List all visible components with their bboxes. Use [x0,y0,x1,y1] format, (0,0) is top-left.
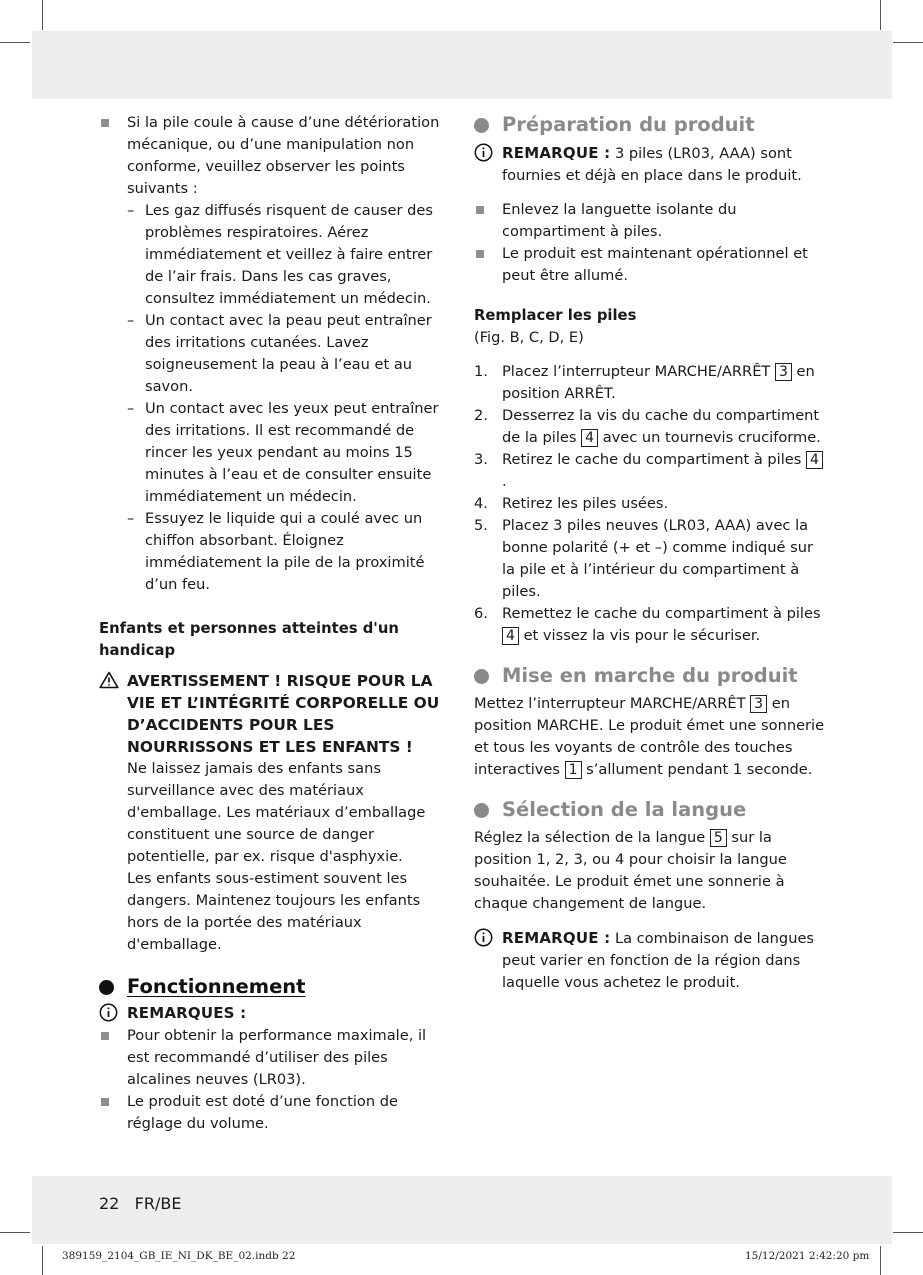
crop-mark [0,42,30,43]
section-title-text: Sélection de la langue [502,798,747,821]
bullet-text: Enlevez la languette isolante du compartiment à piles. [502,201,737,240]
paragraph-text: Mettez l’interrupteur MARCHE/ARRÊT [474,695,746,712]
step-text: avec un tournevis cruciforme. [602,429,821,446]
section-dot-icon [99,980,114,995]
list-item [99,1025,451,1091]
step-text: . [502,473,507,490]
file-slug: 389159_2104_GB_IE_NI_DK_BE_02.indb 22 [62,1250,296,1262]
step-text: Placez 3 piles neuves (LR03, AAA) avec la bonne polarité (+ et –) comme indiqué sur la pile et à l’intérieur du compartiment à piles. [502,517,814,600]
section-title-mise-en-marche [474,663,826,689]
list-item [99,1091,451,1135]
step-number: 4. [474,495,488,512]
right-column [474,112,826,994]
replace-fig-ref: (Fig. B, C, D, E) [474,329,584,346]
step-number: 6. [474,605,488,622]
sub-item-text: Essuyez le liquide qui a coulé avec un chiffon absorbant. Éloignez immédiatement la pile de la proximité d’un feu. [145,510,425,593]
note-block [474,927,826,994]
print-timestamp: 15/12/2021 2:42:20 pm [745,1250,870,1262]
crop-mark [0,1232,30,1233]
crop-mark [893,1232,923,1233]
step-item [474,405,826,449]
step-number: 1. [474,363,488,380]
crop-mark [880,0,881,30]
list-item [127,508,451,596]
replace-heading: Remplacer les piles [474,307,637,324]
dash-marker: – [127,202,135,219]
section-title-langue [474,797,826,823]
section-dot-icon [474,803,489,818]
warning-text: Ne laissez jamais des enfants sans surveillance avec des matériaux d'emballage. Les matériaux d’emballage constituent une source de danger potentielle, par ex. risque d'asphyxie. [127,760,426,865]
section-title-preparation [474,112,826,138]
section-title-text: Mise en marche du produit [502,664,798,687]
list-item [99,112,451,200]
warning-triangle-icon [99,671,119,696]
dash-marker: – [127,400,135,417]
part-ref-box: 3 [750,695,767,713]
bullet-square-icon [476,206,484,214]
step-text: et vissez la vis pour le sécuriser. [523,627,761,644]
warning-block [99,670,451,956]
langue-paragraph [474,827,826,915]
step-text: Desserrez la vis du cache du compartiment de la piles [502,407,820,446]
info-circle-icon [474,928,493,954]
paragraph-text: Réglez la sélection de la langue [474,829,706,846]
sub-item-text: Les gaz diffusés risquent de causer des problèmes respiratoires. Aérez immédiatement et veillez à faire entrer de l’air frais. Dans les cas graves, consultez immédiatement un médecin. [145,202,433,307]
note-block [474,142,826,187]
bullet-square-icon [476,250,484,258]
step-item [474,603,826,647]
step-text: en position ARRÊT. [502,363,815,402]
section-title-text: Préparation du produit [502,113,755,136]
list-item [127,310,451,398]
paragraph-text: en position MARCHE. Le produit émet une sonnerie et tous les voyants de contrôle des touches interactives [474,695,825,778]
crop-mark [893,42,923,43]
step-item [474,493,826,515]
sub-item-text: Un contact avec la peau peut entraîner des irritations cutanées. Lavez soigneusement la peau à l’eau et au savon. [145,312,432,395]
note-text: La combinaison de langues peut varier en fonction de la région dans laquelle vous achetez le produit. [502,930,815,991]
step-item [474,361,826,405]
crop-mark [42,0,43,30]
step-number: 3. [474,451,488,468]
part-ref-box: 4 [806,451,823,469]
part-ref-box: 5 [710,829,727,847]
bullet-text: Pour obtenir la performance maximale, il est recommandé d’utiliser des piles alcalines neuves (LR03). [127,1027,427,1088]
note-label: REMARQUES : [127,1004,247,1022]
remarques-note [99,1002,451,1025]
part-ref-box: 1 [565,761,582,779]
bullet-text: Le produit est maintenant opérationnel et peut être allumé. [502,245,808,284]
step-item [474,449,826,493]
part-ref-box: 3 [775,363,792,381]
note-text: 3 piles (LR03, AAA) sont fournies et déjà en place dans le produit. [502,145,802,184]
bullet-square-icon [101,1098,109,1106]
language-code: FR/BE [134,1194,182,1213]
bullet-text: Le produit est doté d’une fonction de réglage du volume. [127,1093,398,1132]
bullet-text: Si la pile coule à cause d’une détérioration mécanique, ou d’une manipulation non conforme, veuillez observer les points suivants : [127,114,440,197]
page-footer [99,1194,181,1213]
step-item [474,515,826,603]
section-title-text: Fonctionnement [127,975,306,998]
step-text: Placez l’interrupteur MARCHE/ARRÊT [502,363,771,380]
warning-title: AVERTISSEMENT ! RISQUE POUR LA VIE ET L’INTÉGRITÉ CORPORELLE OU D’ACCIDENTS POUR LES NOURRISSONS ET LES ENFANTS ! [127,672,440,756]
left-column [99,112,451,1135]
bullet-square-icon [101,1032,109,1040]
steps-list [474,361,826,647]
step-text: Retirez le cache du compartiment à piles [502,451,802,468]
note-label: REMARQUE : [502,144,611,162]
crop-mark [880,1246,881,1275]
sub-list [127,200,451,596]
list-item [474,199,826,243]
list-item [127,200,451,310]
section-dot-icon [474,669,489,684]
crop-mark [42,1246,43,1275]
mise-paragraph [474,693,826,781]
section-title-fonctionnement [99,974,451,1000]
page-number: 22 [99,1194,120,1213]
paragraph-text: sur la position 1, 2, 3, ou 4 pour choisir la langue souhaitée. Le produit émet une sonnerie à chaque changement de langue. [474,829,787,912]
dash-marker: – [127,312,135,329]
step-number: 2. [474,407,488,424]
step-text: Remettez le cache du compartiment à piles [502,605,821,622]
list-item [474,243,826,287]
dash-marker: – [127,510,135,527]
step-number: 5. [474,517,488,534]
warning-text: Les enfants sous-estiment souvent les dangers. Maintenez toujours les enfants hors de la portée des matériaux d'emballage. [127,870,421,953]
section-dot-icon [474,118,489,133]
sub-item-text: Un contact avec les yeux peut entraîner des irritations. Il est recommandé de rincer les yeux pendant au moins 15 minutes à l’eau et de consulter ensuite immédiatement un médecin. [145,400,439,505]
children-heading: Enfants et personnes atteintes d'un handicap [99,620,399,659]
bullet-square-icon [101,119,109,127]
info-circle-icon [474,143,493,169]
step-text: Retirez les piles usées. [502,495,669,512]
note-label: REMARQUE : [502,929,611,947]
header-band [32,31,892,99]
part-ref-box: 4 [502,627,519,645]
list-item [127,398,451,508]
part-ref-box: 4 [581,429,598,447]
paragraph-text: s’allument pendant 1 seconde. [586,761,813,778]
